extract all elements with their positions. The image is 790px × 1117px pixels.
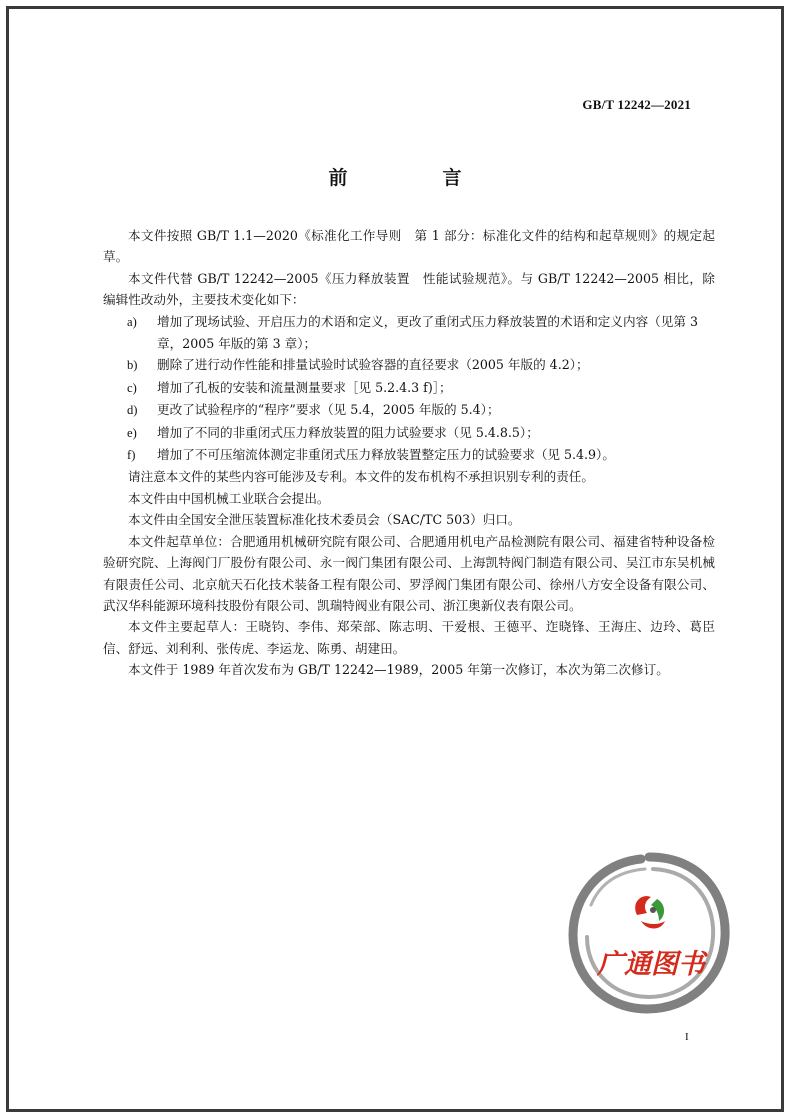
paragraph-history: 本文件于 1989 年首次发布为 GB/T 12242—1989，2005 年第一次修订，本次为第二次修订。 (128, 662, 669, 678)
page-number: I (685, 1031, 689, 1043)
change-item: c) 增加了孔板的安装和流量测量要求［见 5.2.4.3 f)］； (127, 379, 452, 395)
foreword-body (103, 225, 715, 681)
brush-ring-icon (573, 857, 725, 1009)
page-frame (6, 6, 784, 1112)
standard-code: GB/T 12242—2021 (582, 97, 691, 112)
change-item: a) 增加了现场试验、开启压力的术语和定义，更改了重闭式压力释放装置的术语和定义内容（见第 3 章，2005 年版的第 3 章）； (127, 313, 698, 352)
change-item: b) 删除了进行动作性能和排量试验时试验容器的直径要求（2005 年版的 4.2）； (127, 357, 589, 373)
paragraph-replaces: 本文件代替 GB/T 12242—2005《压力释放装置 性能试验规范》。与 GB/T 12242—2005 相比，除编辑性改动外，主要技术变化如下： (103, 270, 715, 308)
watermark-text: 广通图书 (597, 949, 705, 980)
page-title: 前 言 (328, 167, 500, 189)
paragraph-drafting-rules: 本文件按照 GB/T 1.1—2020《标准化工作导则 第 1 部分：标准化文件的结构和起草规则》的规定起草。 (103, 228, 715, 265)
change-item: f) 增加了不可压缩流体测定非重闭式压力释放装置整定压力的试验要求（见 5.4.9）。 (127, 447, 615, 463)
paragraph-patent: 请注意本文件的某些内容可能涉及专利。本文件的发布机构不承担识别专利的责任。 (128, 469, 594, 485)
change-item: e) 增加了不同的非重闭式压力释放装置的阻力试验要求（见 5.4.8.5）； (127, 424, 539, 440)
publisher-watermark-logo (561, 845, 737, 1021)
emblem-icon (635, 896, 665, 928)
change-item: d) 更改了试验程序的“程序”要求（见 5.4，2005 年版的 5.4）； (127, 402, 500, 418)
paragraph-drafters: 本文件主要起草人：王晓钧、李伟、郑荣部、陈志明、干爱根、王德平、迮晓锋、王海庄、边玲、葛臣信、舒远、刘利利、张传虎、李运龙、陈勇、胡建田。 (103, 619, 715, 656)
paragraph-proposer: 本文件由中国机械工业联合会提出。 (128, 490, 330, 506)
paragraph-drafting-units: 本文件起草单位：合肥通用机械研究院有限公司、合肥通用机电产品检测院有限公司、福建省特种设备检验研究院、上海阀门厂股份有限公司、永一阀门集团有限公司、上海凯特阀门制造有限公司、吴江市东吴机械有限责任公司、北京航天石化技术装备工程有限公司、罗浮阀门集团有限公司、徐州八方安全设备有限公司、武汉华科能源环境科技股份有限公司、凯瑞特阀业有限公司、浙江奥新仪表有限公司。 (103, 533, 715, 613)
paragraph-committee: 本文件由全国安全泄压装置标准化技术委员会（SAC/TC 503）归口。 (128, 512, 521, 528)
